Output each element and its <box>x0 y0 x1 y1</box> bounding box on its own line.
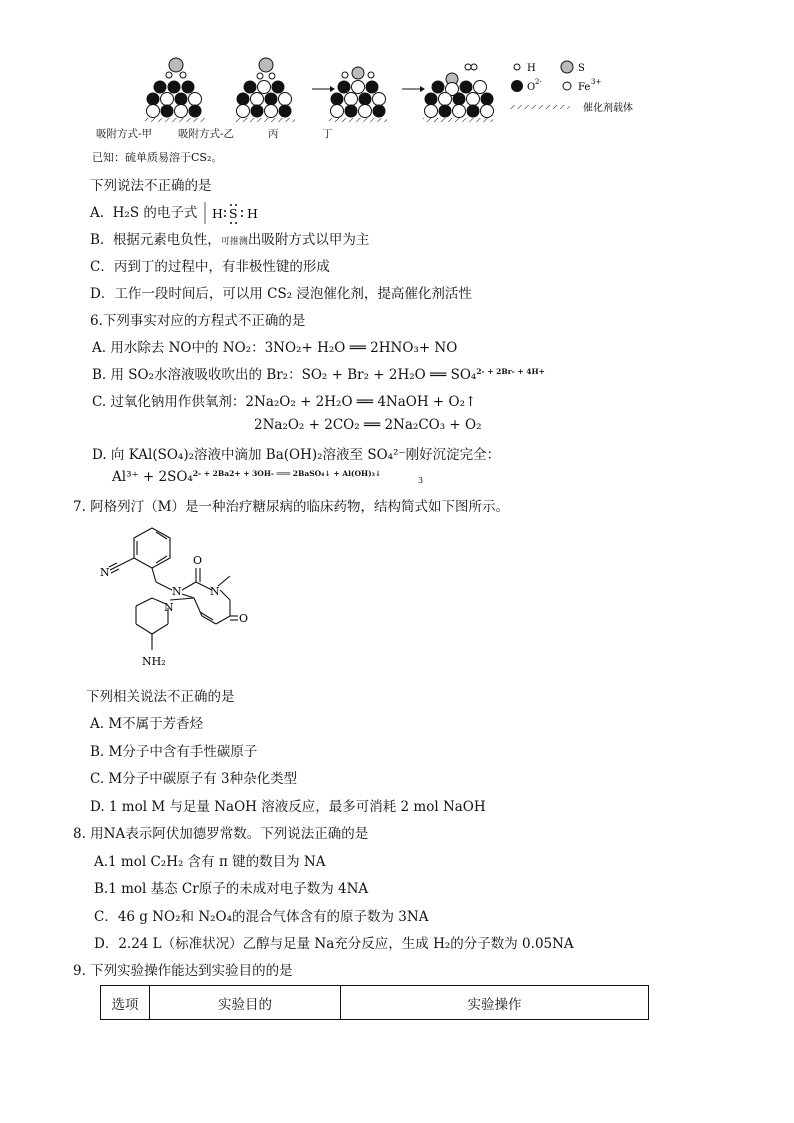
q5-option-b: B. 根据元素电负性，可推测出吸附方式以甲为主 <box>90 232 370 248</box>
alogliptin-structure <box>90 518 250 683</box>
legend-h: H <box>527 63 536 74</box>
carbonyl-o1: O <box>193 554 203 567</box>
table-header-option: 选项 <box>101 986 150 1020</box>
q9-stem: 9. 下列实验操作能达到实验目的的是 <box>73 963 293 979</box>
amino-group: NH₂ <box>142 655 166 668</box>
carbonyl-o2: O <box>239 612 249 625</box>
piperidine-n: N <box>164 601 174 614</box>
lattice-ding <box>423 64 494 122</box>
q7-stem: 7. 阿格列汀（M）是一种治疗糖尿病的临床药物，结构简式如下图所示。 <box>73 499 509 515</box>
q6-option-d: D. 向 KAl(SO₄)₂溶液中滴加 Ba(OH)₂溶液至 SO₄²⁻刚好沉淀完全： <box>92 447 501 463</box>
legend-fe: Fe <box>578 82 591 93</box>
q5-stem: 下列说法不正确的是 <box>90 178 212 194</box>
lattice-yi <box>235 58 295 122</box>
q6-stem: 6.下列事实对应的方程式不正确的是 <box>90 313 306 329</box>
legend-o: O <box>527 82 536 93</box>
svg-text:H: H <box>247 206 258 221</box>
q6-option-c-line2: 2Na₂O₂ + 2CO₂ ══ 2Na₂CO₃ + O₂ <box>254 417 482 433</box>
legend-fe-sup: 3+ <box>591 78 602 86</box>
ring-n1: N <box>172 585 182 598</box>
h2s-lewis-structure <box>202 200 264 226</box>
lattice-bing <box>329 67 387 122</box>
q8-stem: 8. 用NA表示阿伏加德罗常数。下列说法正确的是 <box>73 826 369 842</box>
q7-option-b: B. M分子中含有手性碳原子 <box>90 744 258 760</box>
svg-text:S: S <box>229 206 238 221</box>
q8-option-d: D．2.24 L（标准状况）乙醇与足量 Na充分反应，生成 H₂的分子数为 0.05NA <box>94 936 574 952</box>
caption-bing: 丙 <box>268 128 279 140</box>
q7-option-a: A. M不属于芳香烃 <box>90 716 204 732</box>
caption-jia: 吸附方式-甲 <box>96 128 153 140</box>
q7-option-c: C. M分子中碳原子有 3种杂化类型 <box>90 771 298 787</box>
lattice-jia <box>145 58 205 122</box>
q8-option-a: A.1 mol C₂H₂ 含有 π 键的数目为 NA <box>94 854 326 870</box>
table-row <box>101 986 649 1020</box>
table-header-operation: 实验操作 <box>341 986 649 1020</box>
caption-yi: 吸附方式-乙 <box>178 128 235 140</box>
ring-n3: N <box>210 585 220 598</box>
caption-ding: 丁 <box>322 128 333 140</box>
adsorption-figure <box>140 55 660 125</box>
q7-option-d: D. 1 mol M 与足量 NaOH 溶液反应，最多可消耗 2 mol NaOH <box>90 799 486 815</box>
q6-option-c-line1: C. 过氧化钠用作供氧剂：2Na₂O₂ + 2H₂O ══ 4NaOH + O₂↑ <box>92 394 477 410</box>
q5-option-a: A. H₂S 的电子式 <box>90 205 198 221</box>
legend-support: 催化剂载体 <box>583 103 633 114</box>
q5-option-c: C．丙到丁的过程中，有非极性键的形成 <box>90 259 330 275</box>
q9-table <box>100 985 649 1020</box>
q6-option-b: B. 用 SO₂水溶液吸收吹出的 Br₂：SO₂ + Br₂ + 2H₂O ══ SO₄$^{2- + 2Br- + 4H+}$ <box>92 367 545 383</box>
legend-o-sup: 2- <box>535 78 542 86</box>
q8-option-c: C．46 g NO₂和 N₂O₄的混合气体含有的原子数为 3NA <box>94 909 429 925</box>
q5-option-d: D．工作一段时间后，可以用 CS₂ 浸泡催化剂，提高催化剂活性 <box>90 286 472 302</box>
q6-option-a: A. 用水除去 NO中的 NO₂：3NO₂+ H₂O ══ 2HNO₃+ NO <box>92 340 458 356</box>
nitrile-n: N <box>100 566 110 579</box>
figure-legend <box>510 61 633 114</box>
legend-s: S <box>578 63 585 74</box>
q7-sub-stem: 下列相关说法不正确的是 <box>86 689 235 705</box>
note-text: 已知：硫单质易溶于CS₂。 <box>92 151 223 164</box>
q6-option-d-equation: Al³⁺ + 2SO₄$^{2- + 2Ba2+ + 3OH- ═══ 2BaSO_4↓ + Al(OH)_3↓}$ <box>112 469 382 485</box>
svg-text:H: H <box>212 206 223 221</box>
table-header-purpose: 实验目的 <box>150 986 341 1020</box>
q8-option-b: B.1 mol 基态 Cr原子的未成对电子数为 4NA <box>94 881 369 897</box>
q6-option-d-subscript: 3 <box>418 476 424 485</box>
